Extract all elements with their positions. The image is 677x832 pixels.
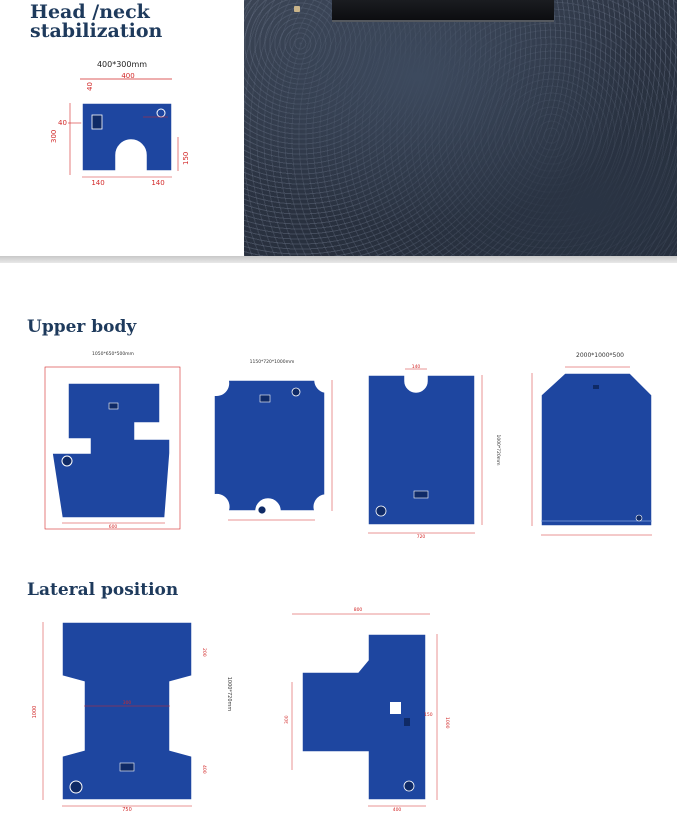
head-title-line1: Head /neck — [30, 1, 150, 23]
upper3-top-dim: 140 — [411, 365, 421, 370]
lateral2-mid-dim: 150 — [424, 713, 433, 718]
head-notch-height: 150 — [182, 151, 190, 165]
lateral1-mid-dim: 300 — [122, 701, 132, 706]
lateral-diagram-1 — [32, 622, 232, 813]
lateral1-side-caption: 1000*720mm — [226, 676, 232, 712]
section-title-upper-body: Upper body — [27, 317, 137, 337]
head-left-offset: 40 — [58, 119, 67, 127]
upper1-caption: 1050*650*500mm — [92, 352, 134, 357]
floor-photo — [244, 0, 677, 256]
upper-diagram-1 — [45, 351, 180, 530]
lateral2-bottom-dim: 400 — [392, 808, 402, 813]
lateral2-left-dim: 300 — [285, 715, 290, 724]
lateral1-bottom-right-dim: 400 — [201, 765, 206, 774]
head-top-offset: 40 — [86, 82, 94, 91]
section-title-lateral-position: Lateral position — [27, 580, 179, 600]
head-size-caption: 400*300mm — [96, 60, 148, 69]
upper-body-diagrams — [0, 345, 677, 545]
upper1-bottom-dim: 600 — [108, 525, 118, 530]
section-divider — [0, 256, 677, 263]
upper3-bottom-dim: 720 — [416, 535, 426, 540]
head-height: 300 — [50, 129, 58, 143]
upper-diagram-4 — [532, 352, 652, 535]
lateral-diagrams — [0, 600, 677, 832]
lateral1-left-dim: 1000 — [32, 705, 38, 719]
lateral1-top-right-dim: 200 — [201, 648, 206, 657]
head-bottom-left: 140 — [91, 179, 105, 187]
head-bottom-right: 140 — [151, 179, 165, 187]
photo-dark-bar — [332, 0, 554, 22]
upper-diagram-3 — [368, 364, 501, 540]
lateral2-right-dim: 1000 — [444, 717, 449, 729]
head-neck-diagram — [40, 55, 220, 190]
lateral1-bottom-dim: 750 — [122, 807, 132, 813]
upper3-side-caption: 1000*720mm — [495, 434, 500, 466]
head-top-width: 400 — [121, 72, 135, 80]
section-title-head-neck — [30, 3, 162, 41]
upper4-caption: 2000*1000*500 — [576, 352, 624, 359]
lateral2-top-dim: 800 — [353, 608, 363, 613]
upper-diagram-2 — [214, 359, 332, 520]
lateral-diagram-2 — [284, 607, 450, 813]
upper2-caption: 1150*720*1000mm — [249, 360, 295, 365]
photo-light-spot — [294, 6, 300, 12]
head-title-line2: stabilization — [30, 20, 163, 42]
